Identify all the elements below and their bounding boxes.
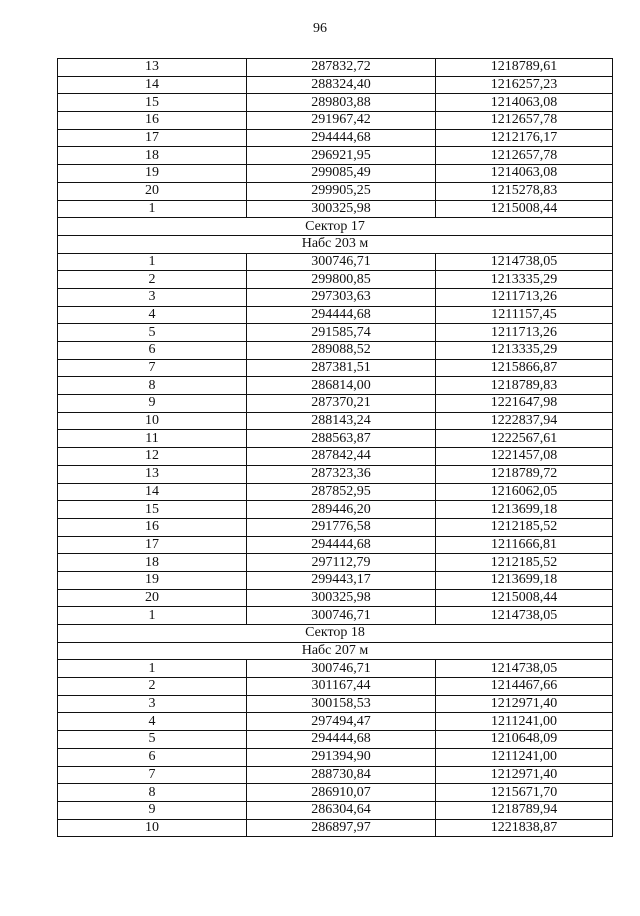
y-coordinate-cell: 1222837,94 [436,412,613,430]
x-coordinate-cell: 291776,58 [247,518,436,536]
x-coordinate-cell: 287323,36 [247,465,436,483]
table-row [58,748,613,766]
y-coordinate-cell: 1210648,09 [436,731,613,749]
section-heading: Сектор 18 [58,625,613,643]
x-coordinate-cell: 300746,71 [247,660,436,678]
point-number-cell: 18 [58,147,247,165]
point-number-cell: 15 [58,501,247,519]
table-row [58,678,613,696]
table-row [58,801,613,819]
y-coordinate-cell: 1212657,78 [436,147,613,165]
point-number-cell: 3 [58,288,247,306]
table-row [58,395,613,413]
table-row [58,731,613,749]
table-row [58,430,613,448]
point-number-cell: 10 [58,819,247,837]
y-coordinate-cell: 1215008,44 [436,200,613,218]
x-coordinate-cell: 300746,71 [247,607,436,625]
x-coordinate-cell: 299905,25 [247,182,436,200]
table-row [58,165,613,183]
y-coordinate-cell: 1213335,29 [436,271,613,289]
x-coordinate-cell: 287370,21 [247,395,436,413]
y-coordinate-cell: 1218789,94 [436,801,613,819]
x-coordinate-cell: 299800,85 [247,271,436,289]
table-row [58,766,613,784]
point-number-cell: 15 [58,94,247,112]
x-coordinate-cell: 297303,63 [247,288,436,306]
x-coordinate-cell: 297112,79 [247,554,436,572]
x-coordinate-cell: 289446,20 [247,501,436,519]
point-number-cell: 8 [58,377,247,395]
y-coordinate-cell: 1214063,08 [436,94,613,112]
table-row [58,112,613,130]
point-number-cell: 20 [58,589,247,607]
x-coordinate-cell: 288563,87 [247,430,436,448]
x-coordinate-cell: 289803,88 [247,94,436,112]
y-coordinate-cell: 1213335,29 [436,342,613,360]
table-row [58,607,613,625]
x-coordinate-cell: 288143,24 [247,412,436,430]
table-row [58,571,613,589]
x-coordinate-cell: 299085,49 [247,165,436,183]
x-coordinate-cell: 300746,71 [247,253,436,271]
section-heading: Сектор 17 [58,218,613,236]
section-heading: Набс 207 м [58,642,613,660]
table-row [58,59,613,77]
point-number-cell: 7 [58,359,247,377]
y-coordinate-cell: 1218789,72 [436,465,613,483]
point-number-cell: 4 [58,713,247,731]
point-number-cell: 5 [58,324,247,342]
y-coordinate-cell: 1218789,83 [436,377,613,395]
point-number-cell: 16 [58,112,247,130]
point-number-cell: 1 [58,200,247,218]
point-number-cell: 1 [58,253,247,271]
point-number-cell: 3 [58,695,247,713]
table-row [58,448,613,466]
y-coordinate-cell: 1221457,08 [436,448,613,466]
y-coordinate-cell: 1214738,05 [436,607,613,625]
y-coordinate-cell: 1222567,61 [436,430,613,448]
x-coordinate-cell: 300325,98 [247,200,436,218]
section-row [58,642,613,660]
table-row [58,412,613,430]
point-number-cell: 13 [58,59,247,77]
point-number-cell: 18 [58,554,247,572]
y-coordinate-cell: 1211157,45 [436,306,613,324]
point-number-cell: 6 [58,748,247,766]
point-number-cell: 2 [58,271,247,289]
x-coordinate-cell: 287852,95 [247,483,436,501]
table-row [58,589,613,607]
point-number-cell: 16 [58,518,247,536]
table-row [58,253,613,271]
point-number-cell: 2 [58,678,247,696]
table-row [58,377,613,395]
x-coordinate-cell: 300325,98 [247,589,436,607]
table-row [58,182,613,200]
table-row [58,501,613,519]
section-heading: Набс 203 м [58,235,613,253]
y-coordinate-cell: 1221838,87 [436,819,613,837]
table-row [58,306,613,324]
y-coordinate-cell: 1211241,00 [436,713,613,731]
point-number-cell: 9 [58,801,247,819]
x-coordinate-cell: 294444,68 [247,536,436,554]
y-coordinate-cell: 1211241,00 [436,748,613,766]
point-number-cell: 12 [58,448,247,466]
point-number-cell: 5 [58,731,247,749]
y-coordinate-cell: 1215278,83 [436,182,613,200]
point-number-cell: 13 [58,465,247,483]
y-coordinate-cell: 1215008,44 [436,589,613,607]
x-coordinate-cell: 286910,07 [247,784,436,802]
point-number-cell: 6 [58,342,247,360]
table-row [58,713,613,731]
x-coordinate-cell: 294444,68 [247,129,436,147]
table-row [58,324,613,342]
x-coordinate-cell: 286304,64 [247,801,436,819]
x-coordinate-cell: 287842,44 [247,448,436,466]
x-coordinate-cell: 300158,53 [247,695,436,713]
section-row [58,625,613,643]
point-number-cell: 19 [58,165,247,183]
point-number-cell: 20 [58,182,247,200]
table-row [58,819,613,837]
table-row [58,94,613,112]
y-coordinate-cell: 1216257,23 [436,76,613,94]
y-coordinate-cell: 1216062,05 [436,483,613,501]
section-row [58,235,613,253]
table-row [58,342,613,360]
y-coordinate-cell: 1212185,52 [436,554,613,572]
point-number-cell: 8 [58,784,247,802]
y-coordinate-cell: 1221647,98 [436,395,613,413]
table-row [58,200,613,218]
table-row [58,784,613,802]
x-coordinate-cell: 294444,68 [247,306,436,324]
table-row [58,271,613,289]
point-number-cell: 7 [58,766,247,784]
y-coordinate-cell: 1214467,66 [436,678,613,696]
table-row [58,483,613,501]
point-number-cell: 1 [58,660,247,678]
x-coordinate-cell: 287832,72 [247,59,436,77]
y-coordinate-cell: 1212971,40 [436,766,613,784]
y-coordinate-cell: 1214738,05 [436,660,613,678]
point-number-cell: 4 [58,306,247,324]
y-coordinate-cell: 1212176,17 [436,129,613,147]
table-row [58,288,613,306]
table-row [58,536,613,554]
y-coordinate-cell: 1211713,26 [436,288,613,306]
y-coordinate-cell: 1215671,70 [436,784,613,802]
x-coordinate-cell: 289088,52 [247,342,436,360]
table-row [58,76,613,94]
y-coordinate-cell: 1215866,87 [436,359,613,377]
table-row [58,359,613,377]
point-number-cell: 17 [58,129,247,147]
x-coordinate-cell: 286814,00 [247,377,436,395]
x-coordinate-cell: 296921,95 [247,147,436,165]
point-number-cell: 1 [58,607,247,625]
x-coordinate-cell: 299443,17 [247,571,436,589]
table-row [58,695,613,713]
y-coordinate-cell: 1214063,08 [436,165,613,183]
x-coordinate-cell: 286897,97 [247,819,436,837]
y-coordinate-cell: 1213699,18 [436,501,613,519]
point-number-cell: 14 [58,483,247,501]
point-number-cell: 9 [58,395,247,413]
point-number-cell: 10 [58,412,247,430]
y-coordinate-cell: 1212971,40 [436,695,613,713]
table-row [58,147,613,165]
page-number: 96 [313,21,327,36]
table-row [58,465,613,483]
x-coordinate-cell: 294444,68 [247,731,436,749]
x-coordinate-cell: 288324,40 [247,76,436,94]
coordinates-table-body [58,59,613,837]
y-coordinate-cell: 1214738,05 [436,253,613,271]
point-number-cell: 17 [58,536,247,554]
x-coordinate-cell: 301167,44 [247,678,436,696]
x-coordinate-cell: 291394,90 [247,748,436,766]
table-row [58,554,613,572]
x-coordinate-cell: 288730,84 [247,766,436,784]
table-row [58,518,613,536]
x-coordinate-cell: 291967,42 [247,112,436,130]
y-coordinate-cell: 1212657,78 [436,112,613,130]
y-coordinate-cell: 1212185,52 [436,518,613,536]
coordinates-table [57,58,613,837]
table-row [58,129,613,147]
x-coordinate-cell: 297494,47 [247,713,436,731]
table-row [58,660,613,678]
point-number-cell: 19 [58,571,247,589]
point-number-cell: 11 [58,430,247,448]
x-coordinate-cell: 291585,74 [247,324,436,342]
y-coordinate-cell: 1218789,61 [436,59,613,77]
y-coordinate-cell: 1213699,18 [436,571,613,589]
section-row [58,218,613,236]
y-coordinate-cell: 1211666,81 [436,536,613,554]
y-coordinate-cell: 1211713,26 [436,324,613,342]
x-coordinate-cell: 287381,51 [247,359,436,377]
point-number-cell: 14 [58,76,247,94]
